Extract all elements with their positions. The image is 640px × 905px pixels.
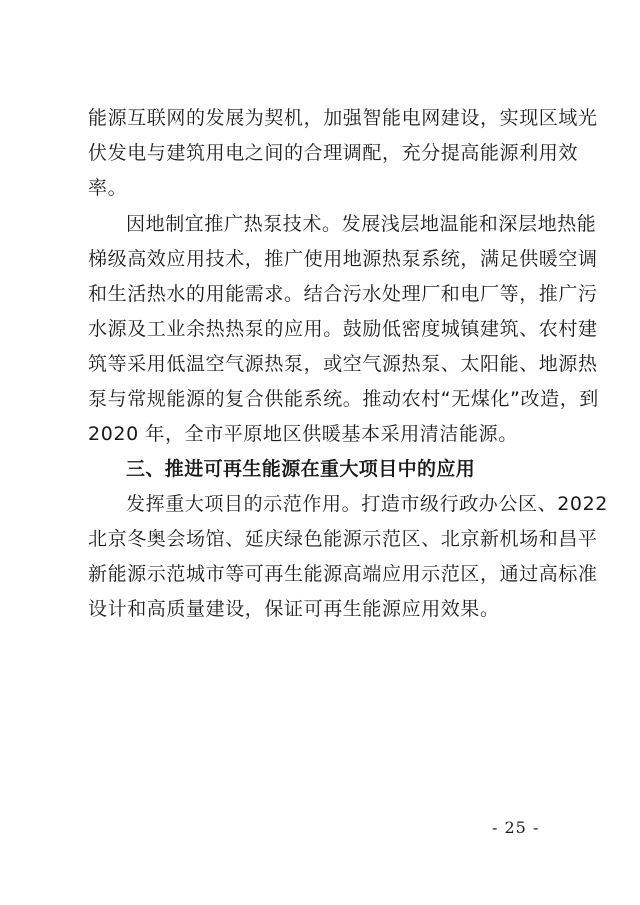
paragraph-line: 和生活热水的用能需求。结合污水处理厂和电厂等，推广污 <box>88 283 598 305</box>
paragraph-line: 能源互联网的发展为契机，加强智能电网建设，实现区域光 <box>88 107 598 129</box>
paragraph-line: 泵与常规能源的复合供能系统。推动农村“无煤化”改造，到 <box>88 388 599 410</box>
paragraph-line: 2020 年，全市平原地区供暖基本采用清洁能源。 <box>88 423 518 445</box>
paragraph-line: 率。 <box>88 177 128 199</box>
paragraph-line: 因地制宜推广热泵技术。发展浅层地温能和深层地热能 <box>126 213 597 235</box>
section-heading: 三、推进可再生能源在重大项目中的应用 <box>126 458 476 480</box>
paragraph-line: 北京冬奥会场馆、延庆绿色能源示范区、北京新机场和昌平 <box>88 528 598 550</box>
paragraph-line: 新能源示范城市等可再生能源高端应用示范区，通过高标准 <box>88 563 598 585</box>
paragraph-line: 设计和高质量建设，保证可再生能源应用效果。 <box>88 598 500 620</box>
paragraph-line: 筑等采用低温空气源热泵，或空气源热泵、太阳能、地源热 <box>88 353 598 375</box>
paragraph-line: 发挥重大项目的示范作用。打造市级行政办公区、2022 <box>126 493 608 515</box>
paragraph-line: 伏发电与建筑用电之间的合理调配，充分提高能源利用效 <box>88 142 579 164</box>
paragraph-line: 水源及工业余热热泵的应用。鼓励低密度城镇建筑、农村建 <box>88 318 598 340</box>
page-number: - 25 - <box>492 818 540 837</box>
paragraph-line: 梯级高效应用技术，推广使用地源热泵系统，满足供暖空调 <box>88 248 598 270</box>
